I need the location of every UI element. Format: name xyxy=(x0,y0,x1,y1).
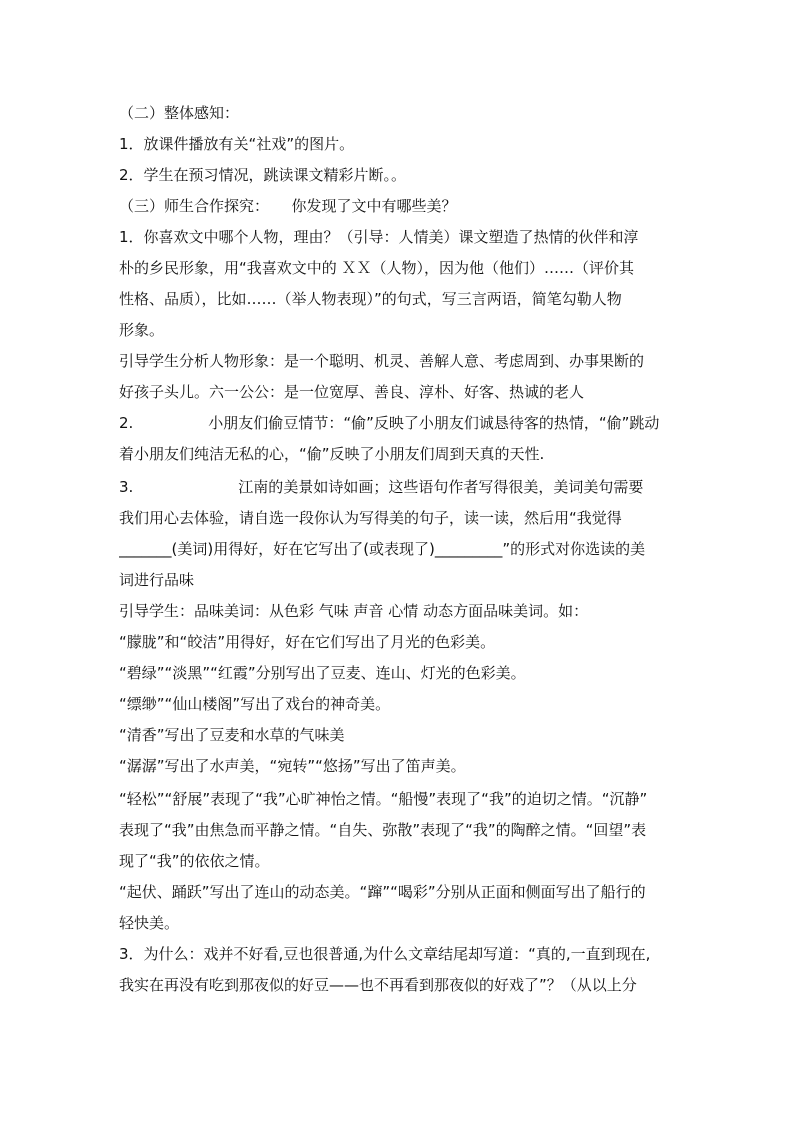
body-line: 好孩子头儿。六一公公：是一位宽厚、善良、淳朴、好客、热诚的老人 xyxy=(119,383,585,401)
section-heading-overall-perception: （二）整体感知： xyxy=(119,104,240,122)
body-line: 引导学生分析人物形象：是一个聪明、机灵、善解人意、考虑周到、办事果断的 xyxy=(119,352,645,370)
body-line: _______(美词)用得好，好在它写出了(或表现了)_________”的形式对你选读的美 xyxy=(119,540,646,558)
body-line: 1．放课件播放有关“社戏”的图片。 xyxy=(119,135,355,153)
body-line: 我实在再没有吃到那夜似的好豆——也不再看到那夜似的好戏了”？（从以上分 xyxy=(119,976,637,994)
body-line: 2．学生在预习情况，跳读课文精彩片断。。 xyxy=(119,166,407,184)
body-line: 2. 小朋友们偷豆情节：“偷”反映了小朋友们诚恳待客的热情，“偷”跳动 xyxy=(119,414,660,432)
list-item: “碧绿”“淡黑”“红霞”分别写出了豆麦、连山、灯光的色彩美。 xyxy=(119,664,526,682)
body-line: 我们用心去体验，请自选一段你认为写得美的句子，读一读，然后用“我觉得 xyxy=(119,509,622,527)
list-item: “朦胧”和“皎洁”用得好，好在它们写出了月光的色彩美。 xyxy=(119,633,496,651)
body-line: 3．为什么：戏并不好看,豆也很普通,为什么文章结尾却写道：“真的,一直到现在, xyxy=(119,945,651,963)
body-line: 3. 江南的美景如诗如画；这些语句作者写得很美，美词美句需要 xyxy=(119,478,644,496)
list-item: 现了“我”的依依之情。 xyxy=(119,852,270,870)
body-line: 1．你喜欢文中哪个人物，理由？（引导：人情美）课文塑造了热情的伙伴和淳 xyxy=(119,228,639,246)
list-item: “起伏、踊跃”写出了连山的动态美。“蹿”“喝彩”分别从正面和侧面写出了船行的 xyxy=(119,883,646,901)
body-line: 词进行品味 xyxy=(119,571,195,589)
body-line: 性格、品质），比如……（举人物表现）”的句式，写三言两语，简笔勾勒人物 xyxy=(119,290,622,308)
list-item: 表现了“我”由焦急而平静之情。“自失、弥散”表现了“我”的陶醉之情。“回望”表 xyxy=(119,821,647,839)
section-heading-cooperative-inquiry: （三）师生合作探究： 你发现了文中有哪些美？ xyxy=(119,197,457,215)
list-item: “清香”写出了豆麦和水草的气味美 xyxy=(119,726,345,744)
list-item: “缥缈”“仙山楼阁”写出了戏台的神奇美。 xyxy=(119,695,391,713)
body-line: 形象。 xyxy=(119,321,165,339)
list-item: “潺潺”写出了水声美，“宛转”“悠扬”写出了笛声美。 xyxy=(119,757,466,775)
body-line: 引导学生：品味美词：从色彩 气味 声音 心情 动态方面品味美词。如： xyxy=(119,602,589,620)
body-line: 朴的乡民形象，用“我喜欢文中的 ＸＸ（人物），因为他（他们）……（评价其 xyxy=(119,259,635,277)
body-line: 着小朋友们纯洁无私的心，“偷”反映了小朋友们周到天真的天性. xyxy=(119,445,545,463)
list-item: “轻松”“舒展”表现了“我”心旷神怡之情。“船慢”表现了“我”的迫切之情。“沉静” xyxy=(119,790,648,808)
list-item: 轻快美。 xyxy=(119,914,180,932)
